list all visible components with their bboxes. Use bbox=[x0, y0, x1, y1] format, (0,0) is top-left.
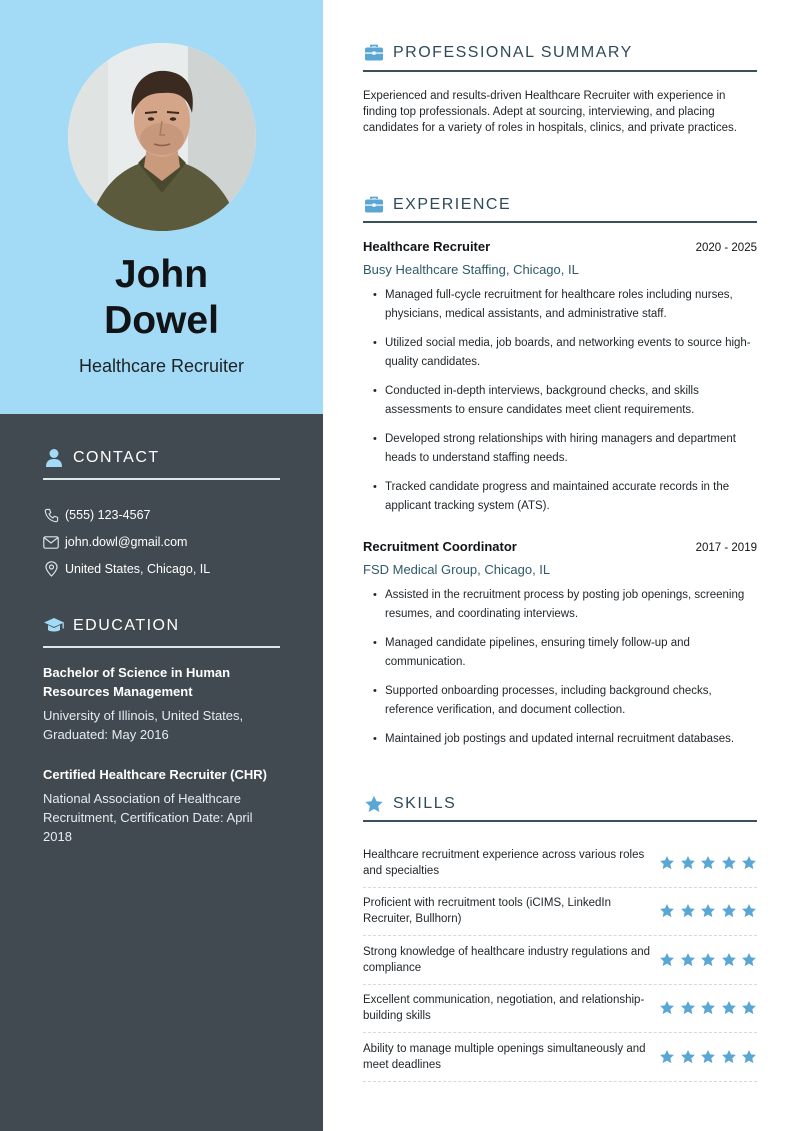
first-name: John bbox=[114, 253, 209, 296]
education-institution: University of Illinois, United States, Graduated: May 2016 bbox=[43, 708, 244, 742]
star-icon bbox=[700, 952, 716, 968]
education-certification: Certified Healthcare Recruiter (CHR) bbox=[43, 767, 267, 782]
skill-row bbox=[363, 985, 757, 1034]
skill-text: Strong knowledge of healthcare industry regulations and compliance bbox=[363, 945, 651, 974]
job-bullet: • Utilized social media, job boards, and networking events to source high-quality candidates. bbox=[363, 334, 757, 371]
star-icon bbox=[680, 855, 696, 871]
star-icon bbox=[700, 1000, 716, 1016]
education-heading bbox=[43, 614, 280, 638]
summary-text: Experienced and results-driven Healthcare Recruiter with experience in finding top professionals. Adept at sourcing, interviewing, and placing candidates for a variety of roles in hospitals, clinics, and private practices. bbox=[363, 90, 737, 134]
contact-email bbox=[43, 533, 280, 551]
job-bullet: • Managed candidate pipelines, ensuring timely follow-up and communication. bbox=[363, 634, 757, 671]
skill-rating bbox=[659, 903, 757, 919]
education-heading-label: EDUCATION bbox=[73, 617, 180, 634]
summary-divider bbox=[363, 70, 757, 72]
job-company: FSD Medical Group, Chicago, IL bbox=[363, 562, 551, 577]
job-bullets bbox=[363, 286, 757, 515]
job-company: Busy Healthcare Staffing, Chicago, IL bbox=[363, 262, 579, 277]
experience-divider bbox=[363, 221, 757, 223]
skill-text: Proficient with recruitment tools (iCIMS, LinkedIn Recruiter, Bullhorn) bbox=[363, 897, 611, 926]
job-dates: 2020 - 2025 bbox=[695, 242, 757, 254]
mail-icon bbox=[43, 534, 59, 550]
skill-row bbox=[363, 839, 757, 888]
experience-heading-label: EXPERIENCE bbox=[393, 196, 512, 213]
last-name: Dowel bbox=[104, 299, 219, 342]
star-icon bbox=[741, 903, 757, 919]
star-icon bbox=[721, 1000, 737, 1016]
star-icon bbox=[741, 1049, 757, 1065]
skills-divider bbox=[363, 820, 757, 822]
contact-email-value[interactable]: john.dowl@gmail.com bbox=[65, 535, 188, 549]
star-icon bbox=[721, 855, 737, 871]
job-bullet: • Managed full-cycle recruitment for healthcare roles including nurses, physicians, medical assistants, and administrative staff. bbox=[363, 286, 757, 323]
summary-heading bbox=[363, 42, 757, 64]
star-icon bbox=[363, 793, 385, 815]
candidate-title: Healthcare Recruiter bbox=[78, 356, 245, 376]
briefcase-icon bbox=[363, 194, 385, 216]
star-icon bbox=[659, 1049, 675, 1065]
job-entry bbox=[363, 539, 757, 760]
job-bullet: • Developed strong relationships with hiring managers and department heads to understand staffing needs. bbox=[363, 430, 757, 467]
star-icon bbox=[721, 903, 737, 919]
star-icon bbox=[741, 952, 757, 968]
job-dates: 2017 - 2019 bbox=[695, 542, 757, 554]
job-entry bbox=[363, 239, 757, 526]
star-icon bbox=[700, 855, 716, 871]
skill-row bbox=[363, 888, 757, 937]
education-degree: Bachelor of Science in Human Resources Management bbox=[43, 665, 231, 699]
job-bullets bbox=[363, 586, 757, 749]
education-divider bbox=[43, 646, 280, 648]
job-bullet: • Conducted in-depth interviews, background checks, and skills assessments to ensure candidates meet client requirements. bbox=[363, 382, 757, 419]
skill-rating bbox=[659, 1000, 757, 1016]
skill-text: Healthcare recruitment experience across various roles and specialties bbox=[363, 848, 645, 877]
experience-heading bbox=[363, 194, 757, 216]
education-section bbox=[43, 614, 280, 846]
star-icon bbox=[680, 903, 696, 919]
star-icon bbox=[680, 1049, 696, 1065]
profile-photo bbox=[68, 43, 256, 231]
contact-phone bbox=[43, 506, 280, 524]
star-icon bbox=[721, 952, 737, 968]
skill-rating bbox=[659, 855, 757, 871]
skill-text: Excellent communication, negotiation, and relationship-building skills bbox=[363, 994, 645, 1023]
job-title: Healthcare Recruiter bbox=[363, 239, 491, 254]
skill-text: Ability to manage multiple openings simultaneously and meet deadlines bbox=[363, 1042, 646, 1071]
skills-heading-label: SKILLS bbox=[393, 795, 457, 812]
star-icon bbox=[741, 855, 757, 871]
star-icon bbox=[680, 1000, 696, 1016]
briefcase-icon bbox=[363, 42, 385, 64]
star-icon bbox=[700, 903, 716, 919]
job-bullet: • Supported onboarding processes, including background checks, reference verification, and document collection. bbox=[363, 682, 757, 719]
sidebar bbox=[0, 0, 323, 1131]
contact-location-value: United States, Chicago, IL bbox=[65, 562, 211, 576]
education-item bbox=[43, 663, 280, 744]
skills-heading bbox=[363, 793, 757, 815]
skill-row bbox=[363, 936, 757, 985]
star-icon bbox=[659, 855, 675, 871]
job-bullet: • Maintained job postings and updated internal recruitment databases. bbox=[363, 730, 757, 749]
job-title: Recruitment Coordinator bbox=[363, 539, 517, 554]
phone-icon bbox=[43, 507, 59, 523]
location-pin-icon bbox=[43, 561, 59, 577]
star-icon bbox=[721, 1049, 737, 1065]
contact-heading bbox=[43, 446, 280, 470]
skills-list bbox=[363, 839, 757, 1082]
skill-row bbox=[363, 1033, 757, 1082]
job-bullet: • Assisted in the recruitment process by posting job openings, screening resumes, and coordinating interviews. bbox=[363, 586, 757, 623]
person-icon bbox=[43, 447, 65, 469]
skill-rating bbox=[659, 952, 757, 968]
contact-section bbox=[43, 446, 280, 578]
contact-location bbox=[43, 560, 280, 578]
star-icon bbox=[659, 1000, 675, 1016]
summary-heading-label: PROFESSIONAL SUMMARY bbox=[393, 44, 633, 61]
candidate-name bbox=[0, 252, 323, 344]
star-icon bbox=[741, 1000, 757, 1016]
contact-heading-label: CONTACT bbox=[73, 449, 160, 466]
star-icon bbox=[700, 1049, 716, 1065]
education-issuer: National Association of Healthcare Recruitment, Certification Date: April 2018 bbox=[43, 791, 253, 844]
contact-divider bbox=[43, 478, 280, 480]
graduation-cap-icon bbox=[43, 615, 65, 637]
education-item bbox=[43, 765, 280, 846]
contact-phone-value: (555) 123-4567 bbox=[65, 508, 151, 522]
skill-rating bbox=[659, 1049, 757, 1065]
star-icon bbox=[659, 903, 675, 919]
star-icon bbox=[659, 952, 675, 968]
star-icon bbox=[680, 952, 696, 968]
job-bullet: • Tracked candidate progress and maintained accurate records in the applicant tracking system (ATS). bbox=[363, 478, 757, 515]
